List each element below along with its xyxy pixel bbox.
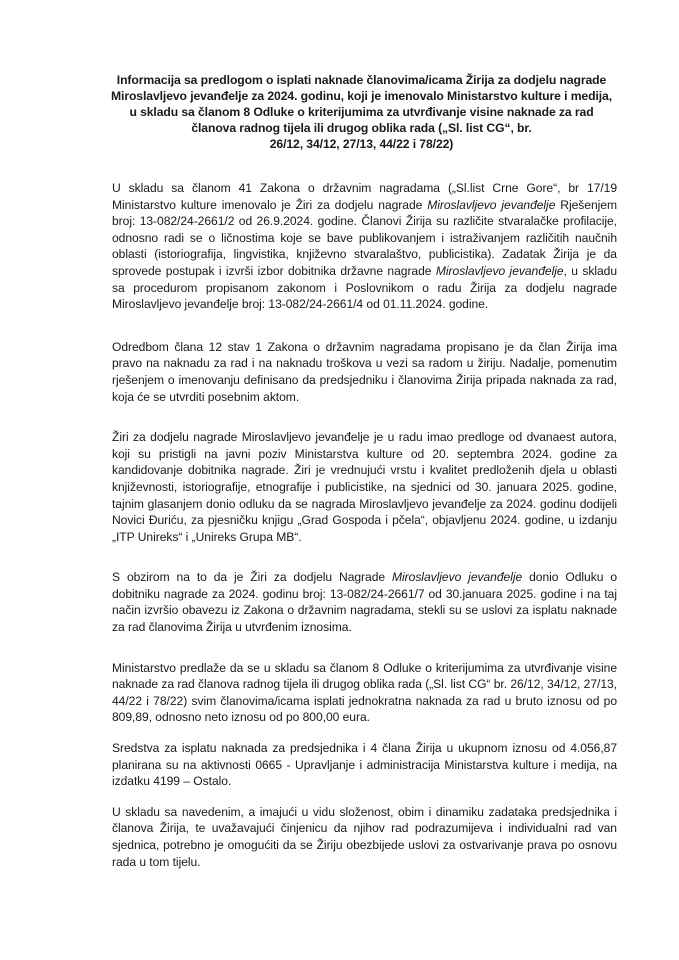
award-name-italic: Miroslavljevo jevanđelje <box>392 570 523 585</box>
document-title <box>106 72 617 152</box>
paragraph-conditions <box>112 569 617 635</box>
title-line: članova radnog tijela ili drugog oblika rada („Sl. list CG“, br. <box>191 121 532 135</box>
paragraph-jury-decision: Žiri za dodjelu nagrade Miroslavljevo jevanđelje je u radu imao predloge od dvanaest autora, koji su pristigli na javni poziv Ministarstva kulture od 20. septembra 2024. godine za kandidovanje dobitnika nagrade. Žiri je vrednujući vrstu i kvalitet predloženih djela u oblasti književnosti, istoriografije, etnografije i publicistike, na sjednici od 30. januara 2025. godine, tajnim glasanjem donio odluku da se nagrada Miroslavljevo jevanđelje za 2024. godinu dodijeli Novici Đuriću, za pjesničku knjigu „Grad Gospoda i pčela“, objavljenu 2024. godine, u izdanju „ITP Unireks“ i „Unireks Grupa MB“. <box>112 430 617 544</box>
paragraph-jury-appointment <box>112 180 617 313</box>
paragraph-conclusion: U skladu sa navedenim, a imajući u vidu složenost, obim i dinamiku zadataka predsjednika i članova Žirija, te uvažavajući činjenicu da njihov rad podrazumijeva i individualni rad van sjednica, potrebno je omogućiti da se Žiriju obezbijede uslovi za ostvarivanje prava po osnovu rada u tom tijelu. <box>112 804 617 869</box>
award-name-italic: Miroslavljevo jevanđelje <box>427 197 556 212</box>
text-run: S obzirom na to da je Žiri za dodjelu Nagrade <box>112 570 392 585</box>
text-run: donio Odluku o dobitniku nagrade za 2024. godinu broj: 13-082/24-2661/7 od 30.januara 2025. godine i na taj način izvršio obavezu iz Zakona o državnim nagradama, stekli su se uslovi za isplatu naknade za rad članovima Žirija u utvrđenim iznosima. <box>112 570 617 635</box>
text-run: Rješenjem broj: 13-082/24-2661/2 od 26.9.2024. godine. Članovi Žirija su različite stvaralačke profilacije, odnosno radi se o ličnostima koje se bave publikovanjem i istraživanjem različitih naučnih oblasti (istoriografija, lingvistika, književno stvaralaštvo, publicistika). Zadatak Žirija je da sprovede postupak i izvrši izbor dobitnika državne nagrade <box>112 197 617 278</box>
paragraph-legal-basis: Odredbom člana 12 stav 1 Zakona o državnim nagradama propisano je da član Žirija ima pravo na naknadu za rad i na naknadu troškova u vezi sa radom u žiriju. Nadalje, pomenutim rješenjem o imenovanju definisano da predsjedniku i članovima Žirija pripada naknada za rad, koja će se utvrditi posebnim aktom. <box>112 339 617 404</box>
paragraph-funding: Sredstva za isplatu naknada za predsjednika i 4 člana Žirija u ukupnom iznosu od 4.056,87 planirana su na aktivnosti 0665 - Upravljanje i administracija Ministarstva kulture i medija, na izdatku 4199 – Ostalo. <box>112 741 617 789</box>
paragraph-proposal: Ministarstvo predlaže da se u skladu sa članom 8 Odluke o kriterijumima za utvrđivanje visine naknade za rad članova radnog tijela ili drugog oblika rada („Sl. list CG“ br. 26/12, 34/12, 27/13, 44/22 i 78/22) svim članovima/icama isplati jednokratna naknada za rad u bruto iznosu od po 809,89, odnosno neto iznosu od po 800,00 eura. <box>112 660 617 725</box>
text-run: U skladu sa članom 41 Zakona o državnim nagradama („Sl.list Crne Gore“, br 17/19 Ministarstvo kulture imenovalo je Žiri za dodjelu nagrade <box>112 181 617 212</box>
text-run: , u skladu sa procedurom propisanom zakonom i Poslovnikom o radu Žirija za dodjelu nagrade Miroslavljevo jevanđelje broj: 13-082/24-2661/4 od 01.11.2024. godine. <box>112 263 617 312</box>
title-line: Informacija sa predlogom o isplati naknade članovima/icama Žirija za dodjelu nagrade <box>116 73 607 87</box>
title-line: u skladu sa članom 8 Odluke o kriterijumima za utvrđivanje visine naknade za rad <box>129 105 594 119</box>
title-line: Miroslavljevo jevanđelje za 2024. godinu, koji je imenovalo Ministarstvo kulture i medija, <box>110 89 612 103</box>
title-line: 26/12, 34/12, 27/13, 44/22 i 78/22) <box>269 137 454 151</box>
award-name-italic: Miroslavljevo jevanđelje <box>435 263 564 278</box>
